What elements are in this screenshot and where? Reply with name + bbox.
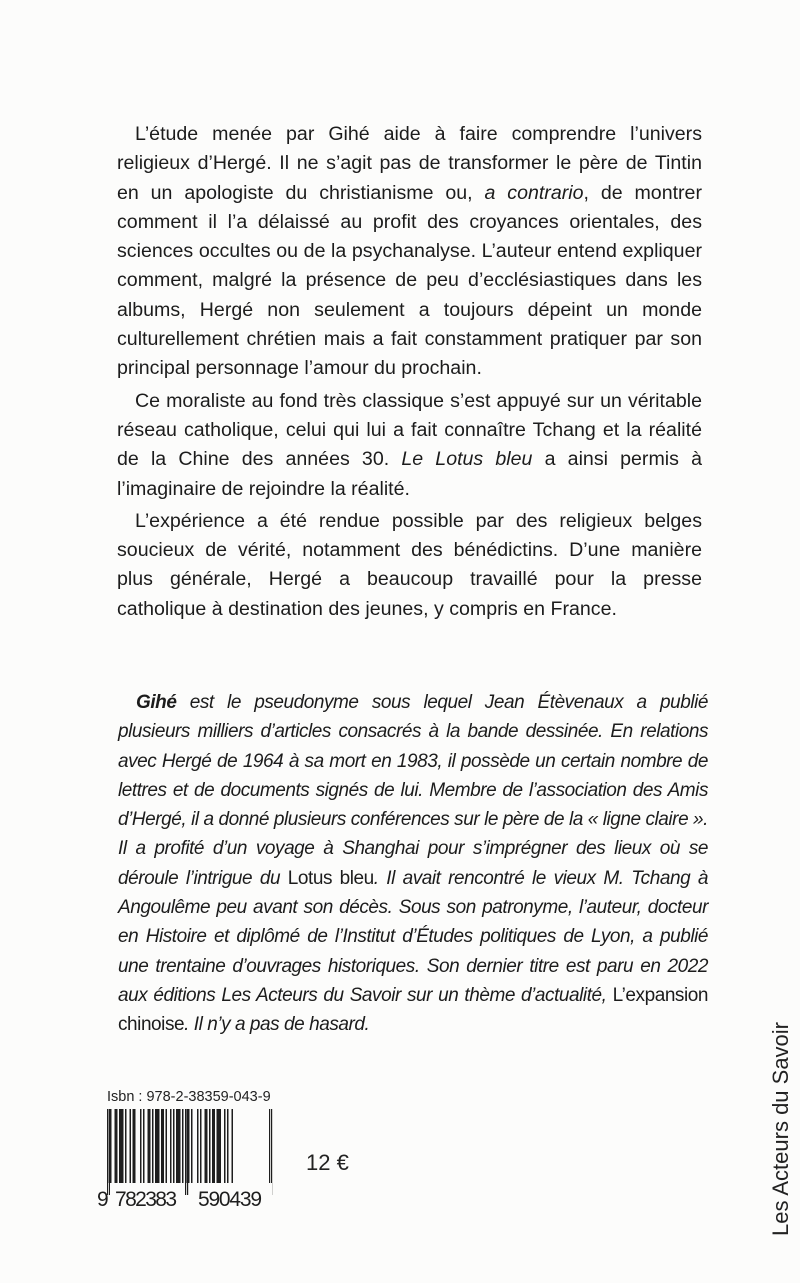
text-run: , de montrer comment il l’a délaissé au profit des croyances orientales, des sciences occultes ou de la psychanalyse. L’auteur entend expliquer comment, malgré la présence de peu d’ecclésiastiques dans les albums, Hergé non seulement a toujours dépeint un monde culturellement chrétien mais a fait constamment pratiquer par son principal personnage l’amour du prochain.: [117, 181, 702, 380]
italic-run: Le Lotus bleu: [401, 448, 533, 471]
barcode-guard-bar: [185, 1109, 186, 1195]
barcode-guard-bar: [269, 1109, 270, 1195]
barcode-bar: [232, 1109, 234, 1183]
author-pseudonym: Gihé: [136, 692, 177, 713]
barcode-guard-bar: [187, 1109, 188, 1195]
summary-paragraph-1: [117, 120, 702, 384]
italic-run: a contrario: [484, 181, 584, 204]
barcode-bar: [152, 1109, 154, 1183]
barcode-digit-first: 9: [97, 1188, 109, 1209]
summary-paragraph-3: [117, 507, 702, 624]
barcode-digits-left: 782383: [115, 1188, 177, 1209]
summary-paragraph-2: [117, 387, 702, 504]
barcode-bar: [161, 1109, 164, 1183]
barcode-bar: [119, 1109, 124, 1183]
barcode-bar: [125, 1109, 127, 1183]
isbn-label: Isbn : 978-2-38359-043-9: [107, 1089, 271, 1105]
text-run: est le pseudonyme sous lequel Jean Étèvenaux a publié plusieurs milliers d’articles consacrés à la bande dessinée. En relations avec Hergé de 1964 à sa mort en 1983, il possède un certain nombre de lettres et de documents signés de lui. Membre de l’association des Amis d’Hergé, il a donné plusieurs conférences sur le père de la « ligne claire ». Il a profité d’un voyage à Shanghai pour s’imprégner des lieux où se déroule l’intrigue du: [118, 692, 708, 889]
barcode-bar: [166, 1109, 168, 1183]
barcode-bar: [182, 1109, 184, 1183]
text-run: L’étude menée par Gihé aide à faire comprendre l’univers religieux d’Hergé. Il ne s’agit pas de transformer le père de Tintin en un apologiste du christianisme ou,: [117, 123, 702, 204]
barcode: [97, 1109, 279, 1209]
price: 12 €: [306, 1150, 349, 1175]
barcode-bar: [209, 1109, 211, 1183]
barcode-bar: [227, 1109, 229, 1183]
text-run: . Il n’y a pas de hasard.: [184, 1014, 370, 1036]
text-run: Ce moraliste au fond très classique s’est appuyé sur un véritable réseau catholique, celui qui lui a fait connaître Tchang et la réalité de la Chine des années 30.: [117, 389, 702, 471]
barcode-bar: [191, 1109, 193, 1183]
barcode-guard-bar: [107, 1109, 108, 1195]
book-title: Lotus bleu: [287, 867, 374, 889]
barcode-bar: [115, 1109, 118, 1183]
barcode-bar: [133, 1109, 136, 1183]
barcode-bar: [148, 1109, 151, 1183]
barcode-bar: [140, 1109, 142, 1183]
barcode-bar: [217, 1109, 222, 1183]
barcode-bar: [173, 1109, 175, 1183]
author-bio: [118, 688, 708, 1040]
barcode-bar: [170, 1109, 172, 1183]
summary-text: [117, 120, 702, 627]
publisher-name: Les Acteurs du Savoir: [768, 1021, 793, 1236]
barcode-bar: [197, 1109, 199, 1183]
text-run: . Il avait rencontré le vieux M. Tchang à Angoulême peu avant son décès. Sous son patronyme, l’auteur, docteur en Histoire et diplômé de l’Institut d’Études politiques de Lyon, a publié une trentaine d’ouvrages historiques. Son dernier titre est paru en 2022 aux éditions Les Acteurs du Savoir sur un thème d’actualité,: [118, 867, 708, 1006]
bio-paragraph: [118, 688, 708, 1040]
barcode-bar: [224, 1109, 226, 1183]
barcode-bar: [110, 1109, 112, 1183]
text-run: L’expérience a été rendue possible par des religieux belges soucieux de vérité, notamment des bénédictins. D’une manière plus générale, Hergé a beaucoup travaillé pour la presse catholique à destination des jeunes, y compris en France.: [117, 509, 702, 620]
barcode-bar: [155, 1109, 160, 1183]
text-run: a ainsi permis à l’imaginaire de rejoindre la réalité.: [117, 448, 702, 500]
barcode-bar: [130, 1109, 132, 1183]
barcode-bar: [205, 1109, 208, 1183]
barcode-bar: [143, 1109, 145, 1183]
barcode-guard-bar: [109, 1109, 110, 1195]
barcode-bar: [212, 1109, 215, 1183]
barcode-bar: [200, 1109, 202, 1183]
book-title: L’expansion chinoise: [118, 984, 708, 1036]
barcode-digits-right: 590439: [198, 1188, 262, 1209]
barcode-bar: [176, 1109, 181, 1183]
barcode-guard-bar: [271, 1109, 272, 1195]
